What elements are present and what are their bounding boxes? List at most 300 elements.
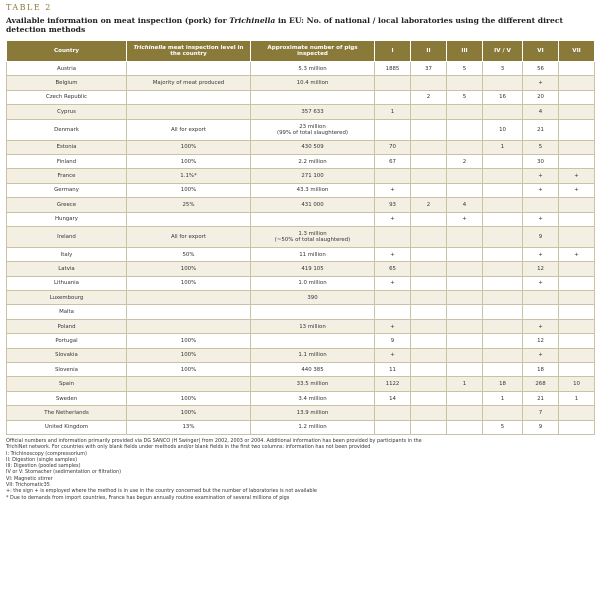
method-vi-cell <box>523 119 559 140</box>
method-iii-cell-text: + <box>462 216 467 223</box>
method-iii-cell <box>447 76 483 90</box>
method-i-cell <box>375 105 411 119</box>
method-i-cell-text: 70 <box>389 144 396 151</box>
method-vi-cell-text: 9 <box>538 424 543 431</box>
table-row <box>7 183 595 197</box>
pigs-cell-text: 440 385 <box>301 366 324 373</box>
pigs-cell <box>251 406 375 420</box>
method-vii-cell <box>559 105 595 119</box>
country-cell <box>7 212 127 226</box>
method-i-cell <box>375 62 411 76</box>
table-row <box>7 76 595 90</box>
method-i-cell <box>375 406 411 420</box>
level-cell-text: 50% <box>182 251 195 258</box>
method-vii-cell <box>559 420 595 434</box>
method-iii-cell <box>447 262 483 276</box>
method-vi-cell <box>523 291 559 305</box>
table-row <box>7 291 595 305</box>
method-vi-cell <box>523 183 559 197</box>
table-row <box>7 363 595 377</box>
pigs-cell <box>251 262 375 276</box>
method-vii-cell-text: 10 <box>573 381 580 388</box>
country-cell <box>7 154 127 168</box>
method-i-cell <box>375 76 411 90</box>
pigs-cell-text: 1.3 million <box>298 230 327 237</box>
country-cell <box>7 226 127 247</box>
method-vi-cell <box>523 348 559 362</box>
table-row <box>7 90 595 104</box>
country-cell <box>7 140 127 154</box>
method-vi-cell-text: 7 <box>538 409 543 416</box>
table-row <box>7 154 595 168</box>
header-level-italic: Trichinella <box>133 44 166 51</box>
method-iv-v-cell <box>483 276 523 290</box>
table-row <box>7 62 595 76</box>
level-cell-text: All for export <box>171 233 206 240</box>
footnote-line: TrichiNet network. For countries with only blank fields under methods and/or blank fields in the first two columns: information has not been provided <box>6 444 371 451</box>
level-cell <box>127 276 251 290</box>
method-vii-cell <box>559 377 595 391</box>
table-row <box>7 119 595 140</box>
method-vi-cell <box>523 391 559 405</box>
country-cell <box>7 363 127 377</box>
country-cell-text: France <box>57 173 76 180</box>
pigs-cell <box>251 62 375 76</box>
method-vii-cell-text: + <box>574 173 579 180</box>
footnote-line: I: Trichinoscopy (compressorium) <box>6 450 87 457</box>
method-ii-cell <box>411 226 447 247</box>
method-iii-cell <box>447 169 483 183</box>
level-cell <box>127 90 251 104</box>
country-cell-text: Slovakia <box>55 352 78 359</box>
level-cell <box>127 305 251 319</box>
footnote-line: II: Digestion (single samples) <box>6 456 77 463</box>
method-iii-cell <box>447 291 483 305</box>
pigs-cell <box>251 154 375 168</box>
method-vii-cell <box>559 62 595 76</box>
method-iv-v-cell <box>483 377 523 391</box>
method-vi-cell-text: 30 <box>537 158 544 165</box>
method-iii-cell-text: 5 <box>462 65 467 72</box>
method-ii-cell <box>411 62 447 76</box>
pigs-cell <box>251 276 375 290</box>
method-vii-cell <box>559 291 595 305</box>
country-cell <box>7 119 127 140</box>
method-i-cell-text: + <box>390 323 395 330</box>
level-cell <box>127 348 251 362</box>
level-cell-text: 13% <box>182 424 195 431</box>
method-vi-cell-text: 12 <box>537 265 544 272</box>
country-cell <box>7 334 127 348</box>
method-vii-cell <box>559 169 595 183</box>
method-vi-cell-text: 4 <box>538 108 543 115</box>
method-vii-cell-text: 1 <box>574 395 579 402</box>
method-i-cell <box>375 90 411 104</box>
method-vii-cell <box>559 348 595 362</box>
level-cell-text: 100% <box>180 366 197 373</box>
method-ii-cell <box>411 348 447 362</box>
pigs-cell-text: 43.3 million <box>296 187 329 194</box>
pigs-cell <box>251 305 375 319</box>
header-pigs: Approximate number of pigs inspected <box>251 41 375 62</box>
table-caption <box>6 16 594 35</box>
method-iii-cell <box>447 276 483 290</box>
header-method-iv-v: IV / V <box>483 41 523 62</box>
level-cell <box>127 406 251 420</box>
table-row <box>7 247 595 261</box>
method-iii-cell <box>447 140 483 154</box>
pigs-cell-text: 13.9 million <box>296 409 329 416</box>
level-cell-text: All for export <box>171 126 206 133</box>
method-iii-cell <box>447 183 483 197</box>
country-cell-text: Hungary <box>54 216 79 223</box>
method-i-cell-text: 93 <box>389 201 396 208</box>
country-cell-text: United Kingdom <box>44 424 89 431</box>
method-vi-cell <box>523 377 559 391</box>
method-vi-cell <box>523 363 559 377</box>
caption-italic: Trichinella <box>229 16 276 25</box>
method-iv-v-cell <box>483 291 523 305</box>
method-vi-cell-text: + <box>538 323 543 330</box>
footnote-line: +: the sign + is employed where the method is in use in the country concerned but the number of laboratories is not available <box>6 488 317 495</box>
method-ii-cell <box>411 198 447 212</box>
method-vii-cell <box>559 363 595 377</box>
method-ii-cell <box>411 212 447 226</box>
method-vi-cell <box>523 62 559 76</box>
country-cell-text: Luxembourg <box>49 294 84 301</box>
method-vii-cell <box>559 319 595 333</box>
method-vi-cell <box>523 319 559 333</box>
method-iv-v-cell <box>483 420 523 434</box>
method-iii-cell <box>447 348 483 362</box>
level-cell <box>127 154 251 168</box>
header-level <box>127 41 251 62</box>
method-i-cell <box>375 305 411 319</box>
method-vi-cell-text: + <box>538 251 543 258</box>
method-vi-cell <box>523 406 559 420</box>
method-vi-cell <box>523 305 559 319</box>
level-cell-text: 100% <box>180 144 197 151</box>
method-iv-v-cell <box>483 334 523 348</box>
method-iv-v-cell <box>483 212 523 226</box>
data-table <box>6 40 595 435</box>
header-method-i: I <box>375 41 411 62</box>
method-iv-v-cell-text: 3 <box>500 65 505 72</box>
level-cell <box>127 420 251 434</box>
method-iv-v-cell <box>483 76 523 90</box>
method-vi-cell-text: + <box>538 352 543 359</box>
method-ii-cell <box>411 377 447 391</box>
method-vi-cell-text: + <box>538 187 543 194</box>
level-cell-text: 100% <box>180 395 197 402</box>
method-i-cell <box>375 276 411 290</box>
pigs-cell-note: (~50% of total slaughtered) <box>274 236 351 243</box>
level-cell <box>127 62 251 76</box>
method-vii-cell <box>559 276 595 290</box>
method-vi-cell-text: + <box>538 173 543 180</box>
method-iii-cell <box>447 363 483 377</box>
level-cell-text: 100% <box>180 187 197 194</box>
method-iv-v-cell <box>483 305 523 319</box>
method-ii-cell <box>411 76 447 90</box>
country-cell-text: Denmark <box>54 126 79 133</box>
country-cell <box>7 305 127 319</box>
method-iii-cell-text: 4 <box>462 201 467 208</box>
method-vi-cell-text: 56 <box>537 65 544 72</box>
method-iv-v-cell-text: 5 <box>500 424 505 431</box>
header-method-vii: VII <box>559 41 595 62</box>
method-vii-cell-text: + <box>574 251 579 258</box>
method-ii-cell <box>411 140 447 154</box>
method-iii-cell <box>447 406 483 420</box>
pigs-cell-text: 33.5 million <box>296 381 329 388</box>
method-vii-cell <box>559 334 595 348</box>
method-vi-cell-text: 12 <box>537 337 544 344</box>
method-iv-v-cell <box>483 140 523 154</box>
method-iv-v-cell <box>483 363 523 377</box>
method-ii-cell <box>411 420 447 434</box>
level-cell-text: 100% <box>180 337 197 344</box>
method-iv-v-cell <box>483 391 523 405</box>
method-iii-cell <box>447 198 483 212</box>
method-vi-cell <box>523 212 559 226</box>
method-iv-v-cell-text: 18 <box>499 381 506 388</box>
level-cell-text: Majority of meat produced <box>152 80 225 87</box>
pigs-cell-text: 2.2 million <box>298 158 327 165</box>
pigs-cell-text: 419 105 <box>301 265 324 272</box>
footnote-line: * Due to demands from import countries, France has begun annually routine examination of several millions of pigs <box>6 494 290 501</box>
method-i-cell-text: + <box>390 251 395 258</box>
method-i-cell <box>375 140 411 154</box>
pigs-cell-text: 13 million <box>299 323 326 330</box>
method-i-cell-text: + <box>390 187 395 194</box>
level-cell <box>127 319 251 333</box>
footnote-line: VII: Trichomatic35 <box>6 482 50 489</box>
pigs-cell <box>251 105 375 119</box>
method-i-cell <box>375 348 411 362</box>
method-ii-cell-text: 2 <box>426 94 431 101</box>
method-vii-cell <box>559 90 595 104</box>
pigs-cell-text: 431 000 <box>301 201 324 208</box>
method-ii-cell <box>411 183 447 197</box>
country-cell-text: Finland <box>56 158 77 165</box>
header-method-ii: II <box>411 41 447 62</box>
table-row <box>7 226 595 247</box>
method-iii-cell <box>447 105 483 119</box>
method-i-cell <box>375 334 411 348</box>
country-cell <box>7 319 127 333</box>
country-cell-text: Poland <box>57 323 76 330</box>
header-row <box>7 41 595 62</box>
country-cell <box>7 262 127 276</box>
method-iii-cell <box>447 154 483 168</box>
table-row <box>7 276 595 290</box>
method-iii-cell-text: 5 <box>462 94 467 101</box>
method-iii-cell <box>447 334 483 348</box>
method-iii-cell <box>447 377 483 391</box>
country-cell <box>7 276 127 290</box>
method-i-cell <box>375 212 411 226</box>
pigs-cell <box>251 140 375 154</box>
header-method-iii: III <box>447 41 483 62</box>
table-row <box>7 212 595 226</box>
method-i-cell <box>375 291 411 305</box>
country-cell <box>7 247 127 261</box>
pigs-cell <box>251 198 375 212</box>
method-vi-cell-text: 268 <box>535 381 546 388</box>
method-vii-cell <box>559 212 595 226</box>
country-cell-text: Ireland <box>57 233 76 240</box>
level-cell <box>127 119 251 140</box>
level-cell <box>127 198 251 212</box>
method-vii-cell <box>559 119 595 140</box>
method-iii-cell <box>447 319 483 333</box>
method-i-cell-text: 9 <box>390 337 395 344</box>
method-vii-cell <box>559 247 595 261</box>
method-iv-v-cell <box>483 226 523 247</box>
country-cell-text: Portugal <box>55 337 78 344</box>
table-row <box>7 348 595 362</box>
method-vi-cell-text: 20 <box>537 94 544 101</box>
method-vi-cell <box>523 90 559 104</box>
pigs-cell-text: 430 509 <box>301 144 324 151</box>
footnote-line: Official numbers and information primarily provided via DG SANCO (H Swinger) from 2002, 2003 or 2004. Additional information has been provided by participants in the <box>6 437 422 444</box>
level-cell <box>127 363 251 377</box>
country-cell-text: Cyprus <box>57 108 76 115</box>
method-vi-cell-text: 9 <box>538 233 543 240</box>
level-cell <box>127 226 251 247</box>
header-country: Country <box>7 41 127 62</box>
country-cell <box>7 291 127 305</box>
country-cell <box>7 90 127 104</box>
method-ii-cell <box>411 247 447 261</box>
country-cell <box>7 62 127 76</box>
method-ii-cell <box>411 105 447 119</box>
method-iii-cell <box>447 119 483 140</box>
level-cell <box>127 169 251 183</box>
pigs-cell <box>251 319 375 333</box>
level-cell <box>127 291 251 305</box>
table-row <box>7 334 595 348</box>
country-cell-text: Germany <box>54 187 79 194</box>
method-iv-v-cell <box>483 247 523 261</box>
method-i-cell-text: 1885 <box>385 65 400 72</box>
footnote-line: IV or V: Stomacher (sedimentation or filtration) <box>6 469 122 476</box>
method-vi-cell-text: 21 <box>537 395 544 402</box>
level-cell <box>127 247 251 261</box>
method-ii-cell <box>411 363 447 377</box>
table-row <box>7 305 595 319</box>
table-row <box>7 420 595 434</box>
country-cell <box>7 105 127 119</box>
level-cell-text: 1.1%* <box>180 173 197 180</box>
pigs-cell-text: 5.3 million <box>298 65 327 72</box>
country-cell-text: Italy <box>60 251 73 258</box>
country-cell <box>7 420 127 434</box>
method-i-cell-text: + <box>390 352 395 359</box>
pigs-cell-text: 357 633 <box>301 108 324 115</box>
table-row <box>7 105 595 119</box>
method-iv-v-cell <box>483 198 523 212</box>
pigs-cell-text: 10.4 million <box>296 80 329 87</box>
caption-pre: Available information on meat inspection (pork) for <box>6 16 230 25</box>
method-vii-cell <box>559 226 595 247</box>
method-ii-cell <box>411 262 447 276</box>
level-cell-text: 25% <box>182 201 195 208</box>
method-iv-v-cell-text: 1 <box>500 144 505 151</box>
method-vi-cell <box>523 276 559 290</box>
method-ii-cell-text: 37 <box>425 65 432 72</box>
method-ii-cell <box>411 276 447 290</box>
method-vii-cell-text: + <box>574 187 579 194</box>
method-iii-cell <box>447 305 483 319</box>
country-cell-text: Estonia <box>56 144 77 151</box>
country-cell-text: Slovenia <box>55 366 78 373</box>
level-cell-text: 100% <box>180 265 197 272</box>
country-cell <box>7 348 127 362</box>
method-vi-cell <box>523 169 559 183</box>
method-vii-cell <box>559 183 595 197</box>
country-cell-text: Sweden <box>55 395 78 402</box>
country-cell <box>7 76 127 90</box>
method-i-cell <box>375 262 411 276</box>
method-vi-cell <box>523 247 559 261</box>
method-vi-cell <box>523 105 559 119</box>
country-cell-text: Greece <box>56 201 77 208</box>
method-vii-cell <box>559 154 595 168</box>
method-iv-v-cell <box>483 62 523 76</box>
method-vi-cell-text: 18 <box>537 366 544 373</box>
level-cell <box>127 183 251 197</box>
country-cell <box>7 169 127 183</box>
method-iv-v-cell-text: 10 <box>499 126 506 133</box>
country-cell-text: Lithuania <box>54 280 79 287</box>
method-i-cell <box>375 226 411 247</box>
method-vi-cell <box>523 262 559 276</box>
method-i-cell <box>375 247 411 261</box>
pigs-cell <box>251 119 375 140</box>
pigs-cell <box>251 291 375 305</box>
country-cell-text: Czech Republic <box>45 94 88 101</box>
country-cell <box>7 198 127 212</box>
method-i-cell-text: 11 <box>389 366 396 373</box>
level-cell-text: 100% <box>180 280 197 287</box>
method-ii-cell <box>411 169 447 183</box>
method-ii-cell-text: 2 <box>426 201 431 208</box>
method-vi-cell <box>523 76 559 90</box>
level-cell <box>127 334 251 348</box>
method-i-cell <box>375 119 411 140</box>
level-cell <box>127 212 251 226</box>
method-iv-v-cell <box>483 90 523 104</box>
method-iv-v-cell-text: 16 <box>499 94 506 101</box>
method-vii-cell <box>559 406 595 420</box>
method-iv-v-cell <box>483 406 523 420</box>
method-i-cell <box>375 363 411 377</box>
method-i-cell-text: 65 <box>389 265 396 272</box>
method-ii-cell <box>411 391 447 405</box>
footnotes <box>6 438 594 501</box>
method-vi-cell <box>523 140 559 154</box>
pigs-cell-text: 3.4 million <box>298 395 327 402</box>
pigs-cell <box>251 226 375 247</box>
method-vi-cell <box>523 226 559 247</box>
method-vii-cell <box>559 391 595 405</box>
method-iii-cell <box>447 62 483 76</box>
method-iv-v-cell <box>483 183 523 197</box>
pigs-cell <box>251 90 375 104</box>
table-row <box>7 198 595 212</box>
